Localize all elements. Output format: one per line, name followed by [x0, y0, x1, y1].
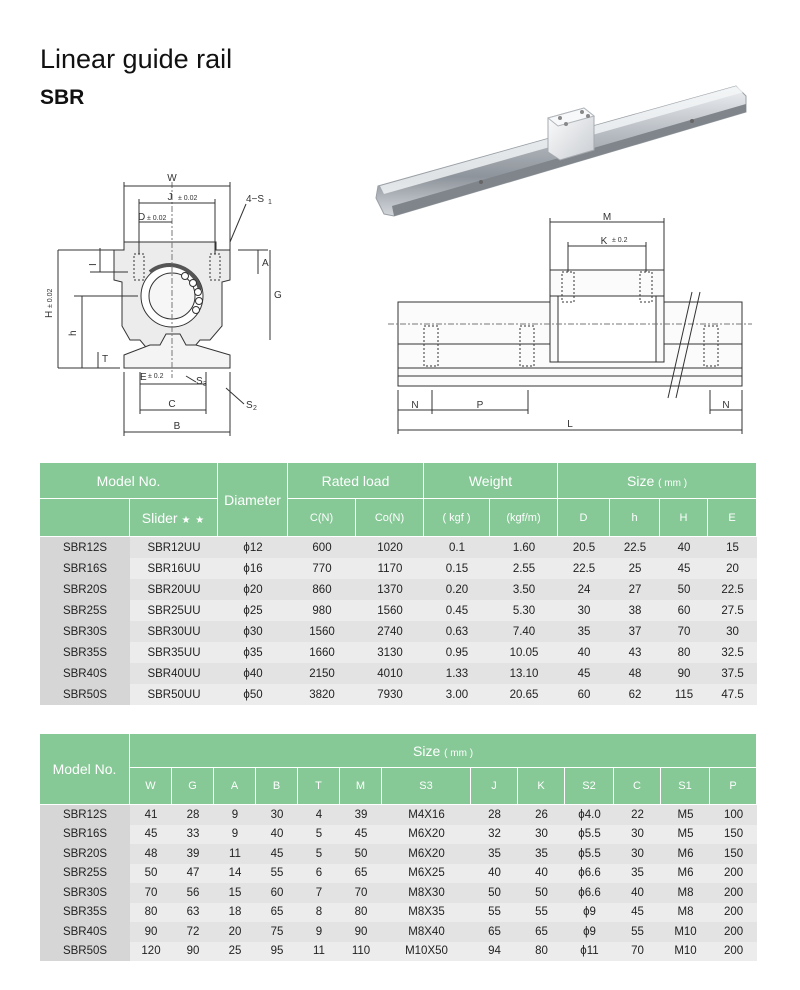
- table-cell: M8X30: [382, 883, 471, 903]
- dim-label-s1: 4−S: [246, 194, 265, 205]
- table-cell: 5: [298, 844, 340, 864]
- table-cell: ϕ5.5: [565, 844, 614, 864]
- table-row: [40, 621, 757, 642]
- table-cell: 860: [288, 579, 356, 600]
- header-model-no-2: Model No.: [40, 734, 130, 805]
- table-cell: 45: [130, 825, 172, 845]
- table-cell: 27: [610, 579, 660, 600]
- table-cell: 14: [214, 864, 256, 884]
- dim-label-a: A: [262, 258, 269, 269]
- dim-label-i: I: [88, 263, 99, 266]
- table-cell: 65: [340, 864, 382, 884]
- table-cell: SBR16S: [40, 558, 130, 579]
- table-cell: 30: [256, 805, 298, 825]
- table-cell: 80: [660, 642, 708, 663]
- table-row: [40, 864, 757, 884]
- table-cell: 5: [298, 825, 340, 845]
- table-row: [40, 600, 757, 621]
- table-cell: 28: [471, 805, 518, 825]
- table-cell: 63: [172, 903, 214, 923]
- table-cell: 9: [214, 805, 256, 825]
- column-header: W: [130, 768, 172, 805]
- table-row: [40, 663, 757, 684]
- table-cell: ϕ6.6: [565, 864, 614, 884]
- table-cell: 5.30: [490, 600, 558, 621]
- dim-label-e: E: [140, 372, 147, 383]
- table-cell: SBR16S: [40, 825, 130, 845]
- table-cell: M10X50: [382, 942, 471, 962]
- table-cell: 72: [172, 922, 214, 942]
- dim-label-c: C: [168, 399, 176, 410]
- table-cell: ϕ25: [218, 600, 288, 621]
- table-cell: 22: [614, 805, 661, 825]
- table-cell: 1560: [356, 600, 424, 621]
- table-cell: 70: [660, 621, 708, 642]
- page-title: Linear guide rail: [40, 44, 233, 74]
- table-cell: M6X20: [382, 844, 471, 864]
- table-cell: 15: [214, 883, 256, 903]
- header-size-2-label: Size: [413, 742, 441, 759]
- table-cell: 20: [708, 558, 757, 579]
- header-kgf: ( kgf ): [424, 499, 490, 537]
- table-cell: M10: [661, 922, 710, 942]
- header-size-label: Size: [627, 472, 655, 489]
- table-cell: 22.5: [558, 558, 610, 579]
- table-cell: 56: [172, 883, 214, 903]
- table-cell: 1560: [288, 621, 356, 642]
- table-cell: 110: [340, 942, 382, 962]
- table-cell: 7930: [356, 684, 424, 705]
- table-cell: 1020: [356, 537, 424, 558]
- dim-tol-j: ± 0.02: [178, 195, 198, 202]
- table-cell: 200: [710, 942, 757, 962]
- table-cell: 41: [130, 805, 172, 825]
- table-cell: 35: [471, 844, 518, 864]
- table-cell: SBR50S: [40, 684, 130, 705]
- table-cell: SBR20S: [40, 844, 130, 864]
- table-cell: 120: [130, 942, 172, 962]
- header-rated-load: Rated load: [288, 463, 424, 499]
- table-cell: 65: [518, 922, 565, 942]
- table-cell: ϕ5.5: [565, 825, 614, 845]
- table-cell: 50: [518, 883, 565, 903]
- header-blank: [40, 499, 130, 537]
- technical-drawings: [0, 0, 800, 460]
- dim-label-g: G: [274, 290, 282, 301]
- table-cell: SBR30S: [40, 883, 130, 903]
- table-cell: 4010: [356, 663, 424, 684]
- dim-label-h-lower: h: [68, 330, 79, 336]
- table-cell: 20.65: [490, 684, 558, 705]
- table-cell: SBR25S: [40, 600, 130, 621]
- table-cell: 37: [610, 621, 660, 642]
- column-header: P: [710, 768, 757, 805]
- table-cell: SBR40UU: [130, 663, 218, 684]
- table-cell: 55: [471, 903, 518, 923]
- table-cell: 80: [130, 903, 172, 923]
- table-row: [40, 642, 757, 663]
- table-row: [40, 883, 757, 903]
- table-cell: 150: [710, 844, 757, 864]
- table-cell: 30: [558, 600, 610, 621]
- table-cell: 90: [172, 942, 214, 962]
- table-cell: 43: [610, 642, 660, 663]
- table-cell: 27.5: [708, 600, 757, 621]
- table-cell: SBR20UU: [130, 579, 218, 600]
- table-cell: 35: [518, 844, 565, 864]
- table-cell: ϕ4.0: [565, 805, 614, 825]
- table-cell: 26: [518, 805, 565, 825]
- table-cell: SBR35UU: [130, 642, 218, 663]
- table-cell: M5: [661, 805, 710, 825]
- table-cell: 39: [340, 805, 382, 825]
- star-icons: ★ ★: [181, 514, 206, 526]
- table-cell: M8: [661, 903, 710, 923]
- table-cell: 200: [710, 883, 757, 903]
- table-cell: ϕ16: [218, 558, 288, 579]
- table-cell: 200: [710, 903, 757, 923]
- table-cell: SBR40S: [40, 922, 130, 942]
- table-cell: 22.5: [708, 579, 757, 600]
- dim-sub-s1: 1: [268, 199, 272, 206]
- header-co: Co(N): [356, 499, 424, 537]
- spec-table-dimensions: [40, 734, 757, 961]
- table-cell: 40: [558, 642, 610, 663]
- table-row: [40, 844, 757, 864]
- table-cell: 70: [130, 883, 172, 903]
- table-cell: 47: [172, 864, 214, 884]
- table-cell: 30: [708, 621, 757, 642]
- table-cell: 1.33: [424, 663, 490, 684]
- dim-label-l: L: [567, 419, 573, 430]
- table-cell: 3820: [288, 684, 356, 705]
- dim-label-n-right: N: [722, 400, 730, 411]
- table-cell: SBR25S: [40, 864, 130, 884]
- table-cell: 0.15: [424, 558, 490, 579]
- header-weight: Weight: [424, 463, 558, 499]
- table-cell: 95: [256, 942, 298, 962]
- table-cell: 6: [298, 864, 340, 884]
- table-cell: 40: [660, 537, 708, 558]
- table-cell: 80: [340, 903, 382, 923]
- table-cell: 4: [298, 805, 340, 825]
- table-cell: M5: [661, 825, 710, 845]
- table-cell: 20.5: [558, 537, 610, 558]
- column-header: S1: [661, 768, 710, 805]
- header-size-2-unit: ( mm ): [444, 747, 474, 759]
- column-header: T: [298, 768, 340, 805]
- table-cell: 40: [256, 825, 298, 845]
- table-cell: 70: [340, 883, 382, 903]
- header-c: C(N): [288, 499, 356, 537]
- table-row: [40, 922, 757, 942]
- header-slider-label: Slider: [141, 509, 178, 526]
- column-header: C: [614, 768, 661, 805]
- dim-label-s3: S: [196, 376, 203, 387]
- table-cell: 1170: [356, 558, 424, 579]
- header-size: [558, 463, 757, 499]
- table-cell: 70: [614, 942, 661, 962]
- table-cell: 30: [518, 825, 565, 845]
- dim-label-w: W: [167, 173, 177, 184]
- header-model-no: Model No.: [40, 463, 218, 499]
- dim-tol-d: ± 0.02: [147, 215, 167, 222]
- table-cell: 45: [558, 663, 610, 684]
- table-cell: SBR50UU: [130, 684, 218, 705]
- table-cell: 55: [614, 922, 661, 942]
- table-cell: 35: [614, 864, 661, 884]
- header-h-upper: H: [660, 499, 708, 537]
- table-cell: 50: [471, 883, 518, 903]
- table-cell: 38: [610, 600, 660, 621]
- table-cell: 48: [610, 663, 660, 684]
- table-cell: SBR35S: [40, 903, 130, 923]
- header-size-unit: ( mm ): [658, 477, 688, 489]
- table-cell: 39: [172, 844, 214, 864]
- table-cell: 45: [340, 825, 382, 845]
- table-cell: ϕ35: [218, 642, 288, 663]
- table-cell: 9: [214, 825, 256, 845]
- dim-tol-h: ± 0.02: [47, 288, 54, 308]
- table-cell: 0.45: [424, 600, 490, 621]
- dim-label-s2: S: [246, 400, 253, 411]
- table-cell: 13.10: [490, 663, 558, 684]
- table-cell: 60: [660, 600, 708, 621]
- table-cell: 60: [256, 883, 298, 903]
- table-cell: 30: [614, 844, 661, 864]
- table-row: [40, 537, 757, 558]
- table-cell: 1.60: [490, 537, 558, 558]
- table-cell: 2150: [288, 663, 356, 684]
- table-cell: 2.55: [490, 558, 558, 579]
- table-cell: 600: [288, 537, 356, 558]
- table-cell: 200: [710, 922, 757, 942]
- table-cell: ϕ40: [218, 663, 288, 684]
- table-cell: 47.5: [708, 684, 757, 705]
- column-header: K: [518, 768, 565, 805]
- table-cell: 0.63: [424, 621, 490, 642]
- table-cell: 18: [214, 903, 256, 923]
- table-cell: 80: [518, 942, 565, 962]
- dim-label-h-upper: H: [44, 310, 55, 318]
- table-cell: SBR30S: [40, 621, 130, 642]
- table-cell: 24: [558, 579, 610, 600]
- table-cell: 55: [518, 903, 565, 923]
- table-cell: 90: [340, 922, 382, 942]
- table-cell: 50: [130, 864, 172, 884]
- dim-label-j: J: [167, 192, 173, 203]
- table-cell: ϕ11: [565, 942, 614, 962]
- table-cell: 65: [256, 903, 298, 923]
- table-row: [40, 684, 757, 705]
- header-slider: [130, 499, 218, 537]
- spec-table-load-weight: [40, 463, 757, 705]
- table-cell: 50: [340, 844, 382, 864]
- table-cell: SBR35S: [40, 642, 130, 663]
- table-cell: 32.5: [708, 642, 757, 663]
- table-cell: SBR40S: [40, 663, 130, 684]
- table-row: [40, 825, 757, 845]
- table-cell: M6: [661, 864, 710, 884]
- table-cell: 33: [172, 825, 214, 845]
- table-cell: SBR50S: [40, 942, 130, 962]
- table-cell: 770: [288, 558, 356, 579]
- dim-tol-e: ± 0.2: [148, 373, 164, 380]
- table-cell: 28: [172, 805, 214, 825]
- dim-label-k: K: [600, 236, 608, 247]
- table-cell: 980: [288, 600, 356, 621]
- table-cell: ϕ12: [218, 537, 288, 558]
- table-cell: M6X20: [382, 825, 471, 845]
- table-cell: 115: [660, 684, 708, 705]
- rail-product-image: [376, 86, 746, 216]
- table-cell: SBR12S: [40, 537, 130, 558]
- table-cell: 0.95: [424, 642, 490, 663]
- table-cell: ϕ9: [565, 903, 614, 923]
- table-cell: 62: [610, 684, 660, 705]
- column-header: J: [471, 768, 518, 805]
- table-cell: 15: [708, 537, 757, 558]
- table-cell: ϕ6.6: [565, 883, 614, 903]
- dim-label-b: B: [173, 421, 181, 432]
- table-cell: 9: [298, 922, 340, 942]
- table-cell: ϕ20: [218, 579, 288, 600]
- table-row: [40, 579, 757, 600]
- table-cell: 30: [614, 825, 661, 845]
- table-row: [40, 903, 757, 923]
- table-cell: 55: [256, 864, 298, 884]
- table-cell: 35: [558, 621, 610, 642]
- table-cell: 1370: [356, 579, 424, 600]
- column-header: B: [256, 768, 298, 805]
- table-cell: 11: [298, 942, 340, 962]
- table-cell: ϕ50: [218, 684, 288, 705]
- table-cell: 45: [660, 558, 708, 579]
- table-cell: 150: [710, 825, 757, 845]
- dim-label-t: T: [102, 354, 109, 365]
- table-cell: SBR25UU: [130, 600, 218, 621]
- table-cell: 90: [130, 922, 172, 942]
- dim-label-p: P: [476, 400, 484, 411]
- table-cell: 200: [710, 864, 757, 884]
- table-cell: 0.1: [424, 537, 490, 558]
- table-cell: 40: [518, 864, 565, 884]
- side-view-drawing: [388, 218, 752, 434]
- dim-sub-s2: 2: [253, 405, 257, 412]
- table-cell: 25: [214, 942, 256, 962]
- table-cell: 10.05: [490, 642, 558, 663]
- table-cell: 11: [214, 844, 256, 864]
- table-cell: 94: [471, 942, 518, 962]
- dim-sub-s3: 3: [203, 381, 207, 388]
- table-cell: 40: [471, 864, 518, 884]
- table-cell: 40: [614, 883, 661, 903]
- column-header: M: [340, 768, 382, 805]
- column-header: S3: [382, 768, 471, 805]
- table-cell: SBR16UU: [130, 558, 218, 579]
- column-header: A: [214, 768, 256, 805]
- page-subtitle: SBR: [40, 86, 85, 109]
- table-cell: M8X35: [382, 903, 471, 923]
- table-cell: 60: [558, 684, 610, 705]
- dim-label-n-left: N: [411, 400, 419, 411]
- table-cell: M6X25: [382, 864, 471, 884]
- table-cell: 2740: [356, 621, 424, 642]
- table-cell: 75: [256, 922, 298, 942]
- table-cell: 50: [660, 579, 708, 600]
- table-cell: M4X16: [382, 805, 471, 825]
- table-cell: 22.5: [610, 537, 660, 558]
- table-cell: SBR30UU: [130, 621, 218, 642]
- table-cell: SBR12UU: [130, 537, 218, 558]
- table-cell: 45: [614, 903, 661, 923]
- table-cell: 37.5: [708, 663, 757, 684]
- table-cell: 100: [710, 805, 757, 825]
- table-cell: M8: [661, 883, 710, 903]
- table-row: [40, 942, 757, 962]
- header-h-lower: h: [610, 499, 660, 537]
- table-cell: M6: [661, 844, 710, 864]
- table-cell: 8: [298, 903, 340, 923]
- table-cell: 0.20: [424, 579, 490, 600]
- header-size-2: [130, 734, 757, 768]
- table-cell: 20: [214, 922, 256, 942]
- header-d: D: [558, 499, 610, 537]
- dim-label-m: M: [602, 212, 612, 223]
- table-cell: 7: [298, 883, 340, 903]
- column-header: S2: [565, 768, 614, 805]
- table-cell: ϕ9: [565, 922, 614, 942]
- table-cell: 45: [256, 844, 298, 864]
- table-cell: 3.50: [490, 579, 558, 600]
- table-cell: SBR12S: [40, 805, 130, 825]
- column-header: G: [172, 768, 214, 805]
- table-cell: 25: [610, 558, 660, 579]
- dim-tol-k: ± 0.2: [612, 237, 628, 244]
- table-cell: ϕ30: [218, 621, 288, 642]
- table-cell: SBR20S: [40, 579, 130, 600]
- table-row: [40, 805, 757, 825]
- table-cell: 32: [471, 825, 518, 845]
- header-kgfm: (kgf/m): [490, 499, 558, 537]
- table-cell: 65: [471, 922, 518, 942]
- table-cell: M10: [661, 942, 710, 962]
- dim-label-d: D: [138, 212, 146, 223]
- header-e: E: [708, 499, 757, 537]
- table-cell: 7.40: [490, 621, 558, 642]
- table-cell: 1660: [288, 642, 356, 663]
- header-diameter: Diameter: [218, 463, 288, 537]
- table-cell: M8X40: [382, 922, 471, 942]
- table-cell: 48: [130, 844, 172, 864]
- table-cell: 90: [660, 663, 708, 684]
- table-cell: 3130: [356, 642, 424, 663]
- table-row: [40, 558, 757, 579]
- table-cell: 3.00: [424, 684, 490, 705]
